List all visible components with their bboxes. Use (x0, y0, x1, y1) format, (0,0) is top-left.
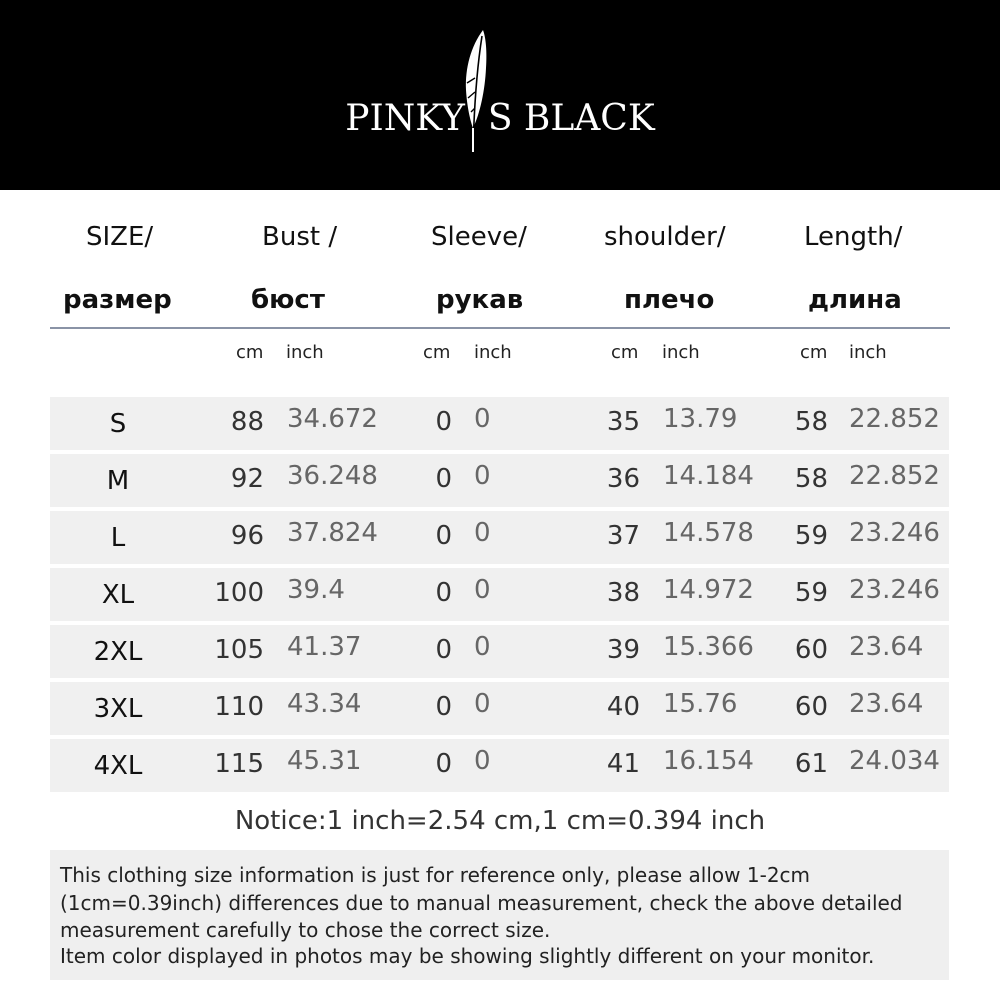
col-header-length-ru: длина (808, 285, 902, 315)
cell-shoulder-inch: 14.578 (663, 518, 754, 548)
cell-sleeve-inch: 0 (474, 746, 491, 776)
disclaimer-line: Item color displayed in photos may be showing slightly different on your monitor. (60, 944, 875, 968)
cell-bust-inch: 41.37 (287, 632, 362, 662)
cell-sleeve-cm: 0 (435, 578, 452, 608)
cell-size: 3XL (93, 694, 143, 724)
cell-length-inch: 22.852 (849, 404, 940, 434)
cell-bust-cm: 115 (214, 749, 264, 779)
cell-size: XL (101, 580, 135, 610)
brand-name-right: S BLACK (487, 98, 655, 139)
cell-bust-cm: 100 (214, 578, 264, 608)
cell-sleeve-cm: 0 (435, 407, 452, 437)
cell-shoulder-inch: 15.76 (663, 689, 738, 719)
unit-label-shoulder-inch: inch (662, 342, 700, 363)
cell-length-inch: 23.246 (849, 575, 940, 605)
col-header-bust-ru: бюст (251, 285, 325, 315)
cell-bust-inch: 36.248 (287, 461, 378, 491)
cell-sleeve-inch: 0 (474, 575, 491, 605)
cell-bust-inch: 39.4 (287, 575, 345, 605)
cell-bust-inch: 43.34 (287, 689, 362, 719)
cell-length-inch: 23.246 (849, 518, 940, 548)
unit-label-bust-inch: inch (286, 342, 324, 363)
brand-name-left: PINKY (345, 98, 465, 139)
cell-length-cm: 58 (794, 464, 828, 494)
cell-length-cm: 59 (794, 521, 828, 551)
cell-shoulder-cm: 39 (606, 635, 640, 665)
cell-bust-inch: 34.672 (287, 404, 378, 434)
cell-sleeve-inch: 0 (474, 632, 491, 662)
cell-shoulder-inch: 16.154 (663, 746, 754, 776)
disclaimer-line: (1cm=0.39inch) differences due to manual measurement, check the above detailed (60, 891, 903, 915)
unit-label-shoulder-cm: cm (611, 342, 639, 363)
cell-length-inch: 23.64 (849, 689, 924, 719)
col-header-shoulder-en: shoulder/ (604, 222, 726, 252)
col-header-length-en: Length/ (804, 222, 903, 252)
cell-length-inch: 22.852 (849, 461, 940, 491)
disclaimer-line: This clothing size information is just for reference only, please allow 1-2cm (60, 863, 811, 887)
cell-shoulder-cm: 41 (606, 749, 640, 779)
cell-shoulder-inch: 14.972 (663, 575, 754, 605)
cell-bust-cm: 92 (230, 464, 264, 494)
disclaimer-line: measurement carefully to chose the correct size. (60, 918, 551, 942)
cell-shoulder-cm: 36 (606, 464, 640, 494)
cell-shoulder-cm: 35 (606, 407, 640, 437)
col-header-sleeve-ru: рукав (436, 285, 524, 315)
cell-sleeve-cm: 0 (435, 464, 452, 494)
cell-length-inch: 23.64 (849, 632, 924, 662)
cell-sleeve-cm: 0 (435, 521, 452, 551)
cell-sleeve-inch: 0 (474, 461, 491, 491)
cell-length-cm: 59 (794, 578, 828, 608)
cell-size: S (109, 409, 127, 439)
cell-size: M (106, 466, 130, 496)
header-divider (50, 327, 950, 329)
col-header-shoulder-ru: плечо (624, 285, 715, 315)
cell-size: L (110, 523, 126, 553)
cell-sleeve-cm: 0 (435, 635, 452, 665)
cell-length-cm: 60 (794, 635, 828, 665)
cell-size: 4XL (93, 751, 143, 781)
cell-sleeve-inch: 0 (474, 518, 491, 548)
cell-size: 2XL (93, 637, 143, 667)
unit-label-length-cm: cm (800, 342, 828, 363)
col-header-bust-en: Bust / (262, 222, 338, 252)
cell-shoulder-cm: 40 (606, 692, 640, 722)
unit-label-length-inch: inch (849, 342, 887, 363)
cell-sleeve-cm: 0 (435, 692, 452, 722)
unit-label-sleeve-inch: inch (474, 342, 512, 363)
cell-shoulder-inch: 13.79 (663, 404, 738, 434)
cell-sleeve-cm: 0 (435, 749, 452, 779)
cell-bust-cm: 96 (230, 521, 264, 551)
unit-label-sleeve-cm: cm (423, 342, 451, 363)
cell-length-cm: 61 (794, 749, 828, 779)
cell-shoulder-cm: 38 (606, 578, 640, 608)
cell-shoulder-cm: 37 (606, 521, 640, 551)
brand-header (0, 0, 1000, 190)
cell-bust-inch: 37.824 (287, 518, 378, 548)
col-header-sleeve-en: Sleeve/ (431, 222, 527, 252)
cell-sleeve-inch: 0 (474, 404, 491, 434)
cell-bust-cm: 88 (230, 407, 264, 437)
cell-length-cm: 58 (794, 407, 828, 437)
cell-shoulder-inch: 15.366 (663, 632, 754, 662)
cell-shoulder-inch: 14.184 (663, 461, 754, 491)
cell-sleeve-inch: 0 (474, 689, 491, 719)
cell-bust-inch: 45.31 (287, 746, 362, 776)
brand-logo (0, 98, 1000, 139)
col-header-size-ru: размер (63, 285, 172, 315)
cell-length-cm: 60 (794, 692, 828, 722)
cell-bust-cm: 110 (214, 692, 264, 722)
unit-notice: Notice:1 inch=2.54 cm,1 cm=0.394 inch (234, 806, 766, 836)
col-header-size-en: SIZE/ (86, 222, 154, 252)
cell-length-inch: 24.034 (849, 746, 940, 776)
unit-label-bust-cm: cm (236, 342, 264, 363)
cell-bust-cm: 105 (214, 635, 264, 665)
